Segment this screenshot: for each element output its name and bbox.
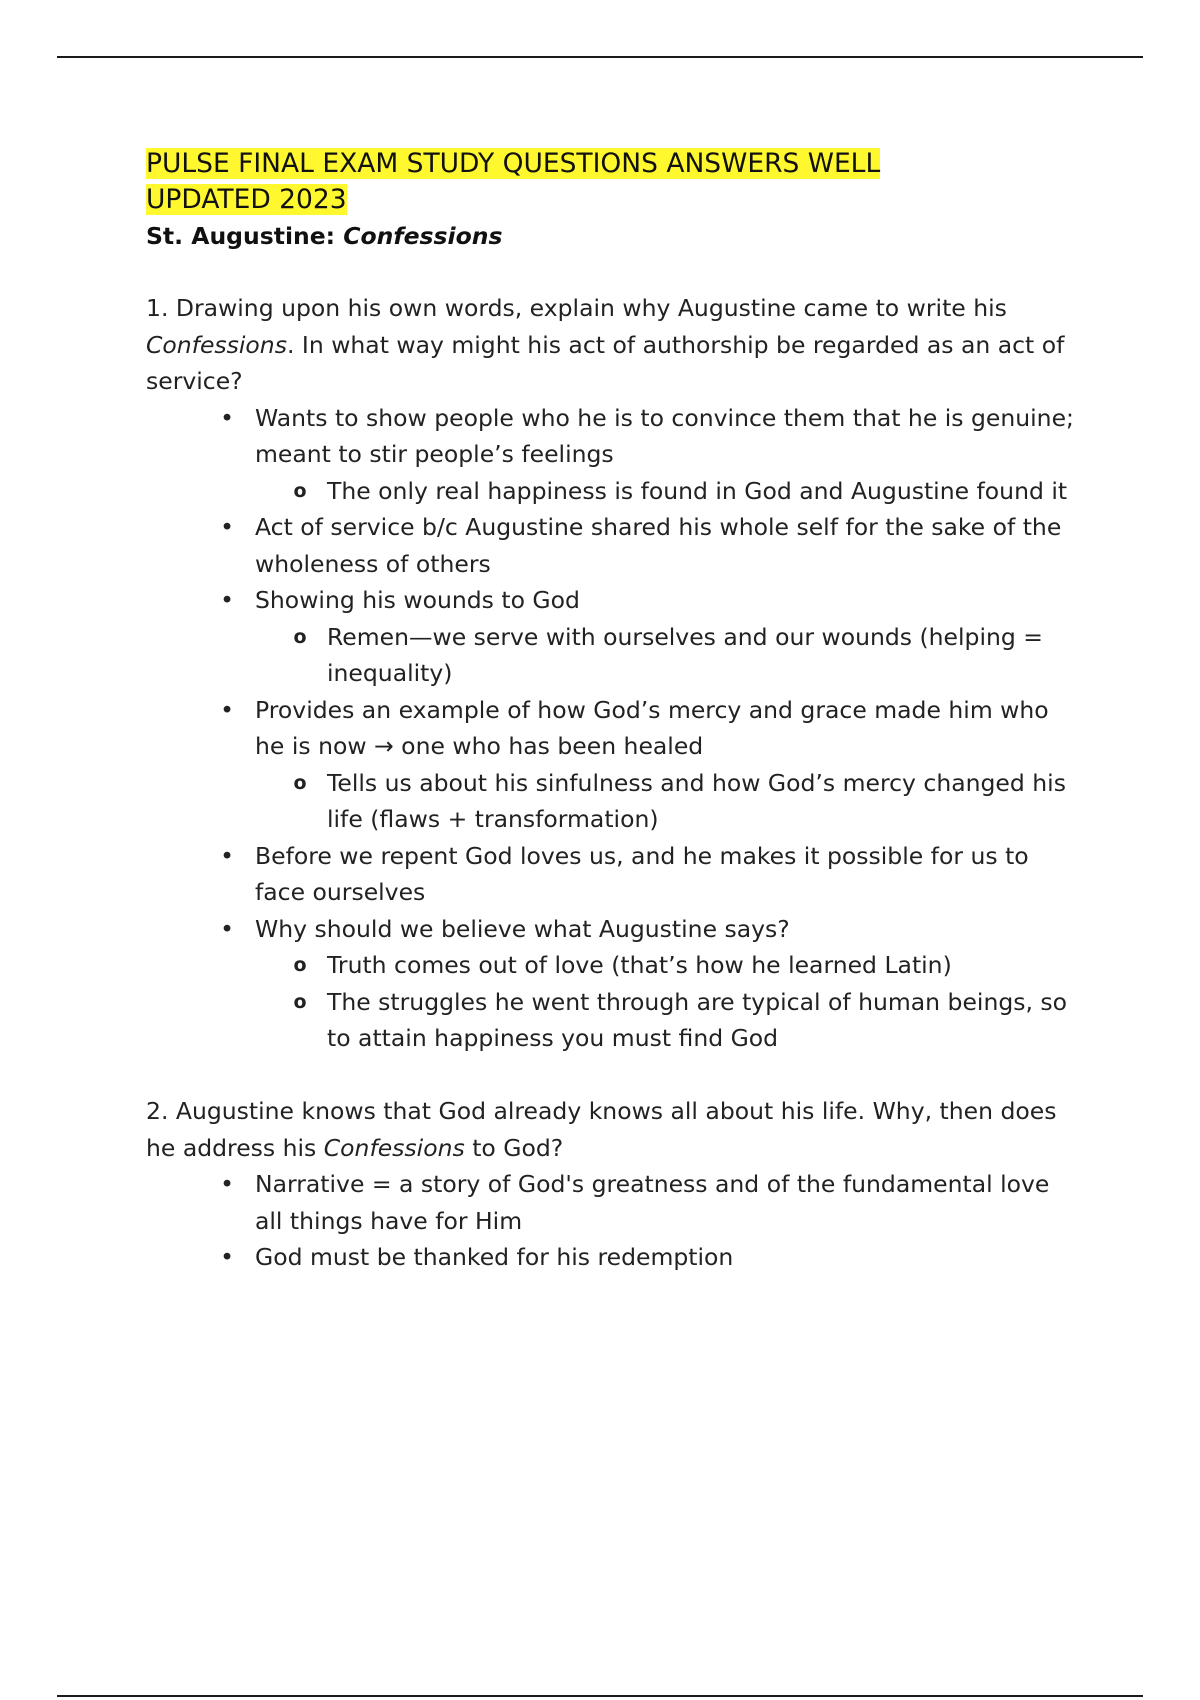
answer-text: Truth comes out of love (that’s how he learned Latin) — [327, 951, 952, 979]
document-title — [146, 146, 1081, 218]
sub-list — [255, 619, 1081, 692]
question-1-italic: Confessions — [146, 330, 287, 359]
answer-text: Remen—we serve with ourselves and our wounds (helping = inequality) — [327, 622, 1043, 687]
question-1-suffix: . In what way might his act of authorship be regarded as an act of service? — [146, 330, 1065, 395]
question-1-prefix: 1. Drawing upon his own words, explain why Augustine came to write his — [146, 294, 1007, 322]
sub-list-item — [293, 765, 1081, 838]
answer-text: Provides an example of how God’s mercy and grace made him who he is now → one who has been healed — [255, 695, 1049, 760]
bullet-icon: • — [220, 841, 234, 870]
bullet-icon: • — [220, 513, 234, 541]
answer-text: Wants to show people who he is to convince them that he is genuine; meant to stir people’s feelings — [255, 403, 1074, 468]
list-item — [220, 1166, 1081, 1239]
question-2 — [146, 1093, 1081, 1166]
circle-bullet-icon: o — [293, 771, 307, 794]
sub-list-item — [293, 984, 1081, 1057]
question-2-prefix: 2. Augustine knows that God already knows all about his life. Why, then does he address his — [146, 1097, 1057, 1162]
title-line-1: PULSE FINAL EXAM STUDY QUESTIONS ANSWERS WELL — [146, 148, 881, 179]
list-item — [220, 400, 1081, 510]
bullet-icon: • — [220, 914, 234, 943]
answer-text: Narrative = a story of God's greatness and of the fundamental love all things have for Him — [255, 1170, 1050, 1235]
list-item — [220, 582, 1081, 692]
question-1 — [146, 290, 1081, 400]
top-rule — [57, 56, 1143, 58]
sub-list-item — [293, 619, 1081, 692]
list-item — [220, 509, 1081, 582]
sub-list-item — [293, 473, 1081, 510]
answer-text: Act of service b/c Augustine shared his whole self for the sake of the wholeness of others — [255, 513, 1062, 578]
answer-text: Before we repent God loves us, and he makes it possible for us to face ourselves — [255, 841, 1029, 906]
question-1-answers — [146, 400, 1081, 1057]
answer-text: Tells us about his sinfulness and how God’s mercy changed his life (flaws + transformation) — [327, 768, 1066, 833]
title-line-2: UPDATED 2023 — [146, 184, 347, 215]
bullet-icon: • — [220, 403, 234, 432]
document-body — [146, 146, 1081, 1276]
circle-bullet-icon: o — [293, 990, 307, 1013]
list-item — [220, 692, 1081, 838]
answer-text: The only real happiness is found in God and Augustine found it — [327, 476, 1068, 505]
list-item — [220, 1239, 1081, 1276]
sub-list — [255, 947, 1081, 1057]
list-item — [220, 911, 1081, 1057]
circle-bullet-icon: o — [293, 954, 307, 976]
circle-bullet-icon: o — [293, 479, 307, 502]
answer-text: The struggles he went through are typical of human beings, so to attain happiness you must find God — [327, 987, 1068, 1052]
section-author: St. Augustine: — [146, 222, 344, 250]
question-2-answers — [146, 1166, 1081, 1276]
list-item — [220, 838, 1081, 911]
bullet-icon: • — [220, 1170, 234, 1198]
bullet-icon: • — [220, 695, 234, 724]
sub-list — [255, 765, 1081, 838]
bullet-icon: • — [220, 586, 234, 614]
sub-list-item — [293, 947, 1081, 984]
bottom-rule — [57, 1695, 1143, 1697]
question-2-italic: Confessions — [323, 1133, 465, 1162]
answer-text: God must be thanked for his redemption — [255, 1243, 734, 1271]
question-2-suffix: to God? — [464, 1133, 564, 1162]
sub-list — [255, 473, 1081, 510]
answer-text: Showing his wounds to God — [255, 586, 580, 614]
circle-bullet-icon: o — [293, 625, 307, 648]
answer-text: Why should we believe what Augustine says? — [255, 914, 790, 943]
bullet-icon: • — [220, 1243, 234, 1271]
section-work-title: Confessions — [343, 222, 503, 250]
spacer — [146, 1057, 1081, 1094]
section-heading — [146, 218, 1081, 254]
